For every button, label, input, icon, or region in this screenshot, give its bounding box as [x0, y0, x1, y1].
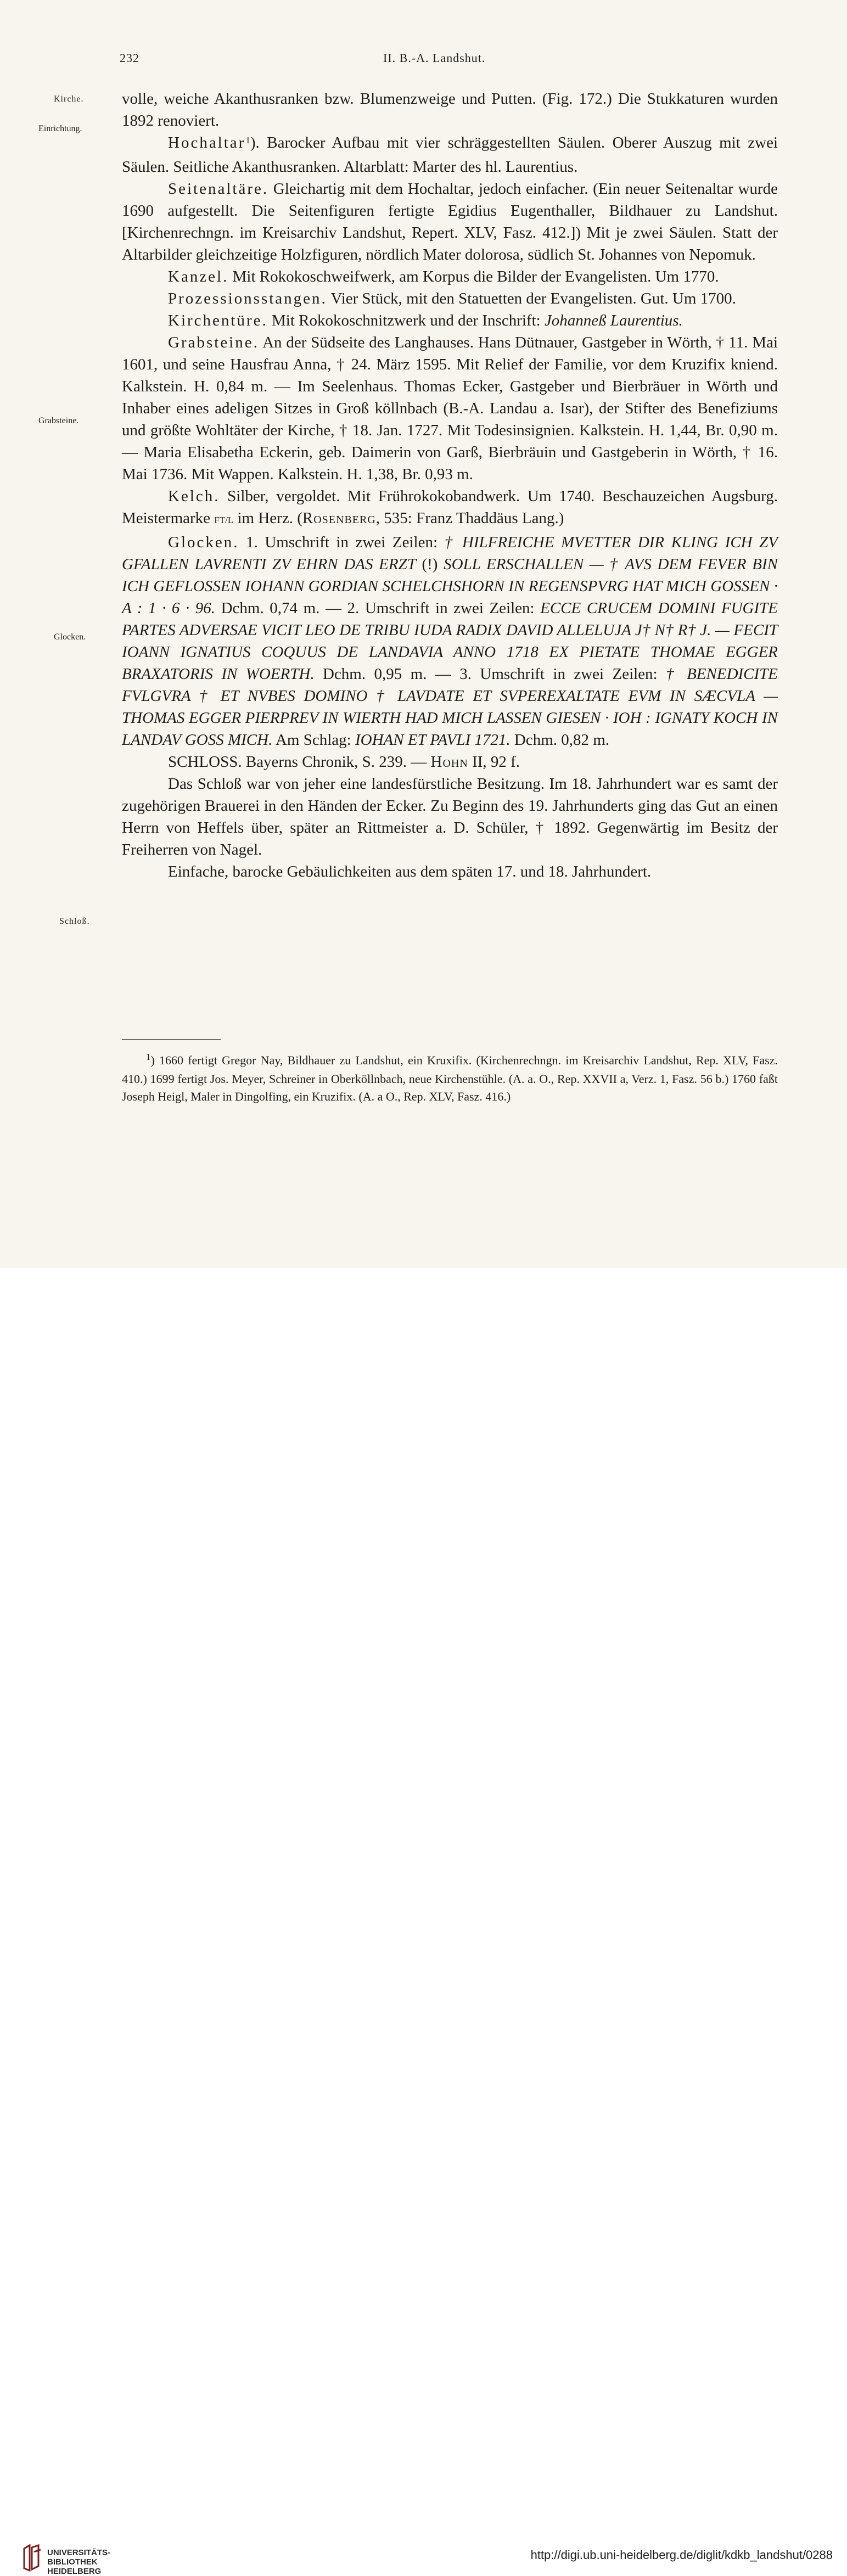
- paragraph-kelch: [122, 485, 778, 531]
- inscription-text: IOHAN ET PAVLI 1721.: [355, 731, 511, 749]
- paragraph-text: Bayerns Chronik, S. 239. —: [242, 753, 431, 771]
- paragraph-text: An der Südseite des Langhauses. Hans Dütnauer, Gastgeber in Wörth, † 11. Mai 1601, und seine Hausfrau Anna, † 24. März 1595. Mit Relief der Familie, vor dem Kruzifix kniend. Kalkstein. H. 0,84 m. — Im Seelenhaus. Thomas Ecker, Gastgeber und Bierbräuer in Wörth und Inhaber eines adeligen Sitzes in Groß köllnbach (B.-A. Landau a. Isar), der Stifter des Benefiziums und größte Wohltäter der Kirche, † 18. Jan. 1727. Mit Todesinsignien. Kalkstein. H. 1,44, Br. 0,90 m. — Maria Elisabetha Eckerin, geb. Daimerin von Garß, Bierbräuin und Gastgeberin in Wörth, † 16. Mai 1736. Mit Wappen. Kalkstein. H. 1,38, Br. 0,93 m.: [122, 334, 778, 483]
- paragraph-hochaltar: [122, 132, 778, 178]
- paragraph-text: Mit Rokokoschnitzwerk und der Inschrift:: [267, 312, 545, 329]
- paragraph-schloss: [122, 751, 778, 773]
- inscription-text: Johanneß Laurentius.: [544, 312, 683, 329]
- footnote-mark: 1: [146, 1052, 151, 1062]
- main-text: [122, 88, 778, 883]
- page-header: [0, 51, 847, 73]
- paragraph-text: volle, weiche Akanthusranken bzw. Blumenzweige und Putten. (Fig. 172.) Die Stukkaturen wurden 1892 renoviert.: [122, 90, 778, 130]
- running-head: II. B.-A. Landshut.: [383, 51, 486, 65]
- paragraph-kirchentuere: [122, 310, 778, 332]
- paragraph-text: (!): [416, 555, 444, 573]
- paragraph-text: , 535: Franz Thaddäus Lang.): [375, 509, 564, 527]
- paragraph-text: Dchm. 0,95 m. — 3. Umschrift in zwei Zeilen:: [314, 665, 666, 683]
- library-name[interactable]: [47, 2548, 110, 2576]
- paragraph-text: Einfache, barocke Gebäulichkeiten aus dem späten 17. und 18. Jahrhundert.: [168, 863, 652, 880]
- footnote-reference: 1: [245, 135, 250, 145]
- inscription-text: SOLL ERSCHALLEN — † AVS DEM FEVER BIN ICH GEFLOSSEN IOHANN GORDIAN SCHELCHSHORN IN REGENSPVRG HAT MICH GOSSEN · A : 1 · 6 · 96.: [122, 555, 778, 617]
- paragraph-text: Das Schloß war von jeher eine landesfürstliche Besitzung. Im 18. Jahrhundert war es samt der zugehörigen Brauerei in den Händen der Ecker. Zu Beginn des 19. Jahrhunderts ging das Gut an einen Herrn von Heffels über, später an Rittmeister a. D. Schüler, † 1892. Gegenwärtig im Besitz der Freiherren von Nagel.: [122, 775, 778, 858]
- inscription-text: ECCE CRUCEM DOMINI FUGITE PARTES ADVERSAE VICIT LEO DE TRIBU IUDA RADIX DAVID ALLELUJA J† N† R† J. — FECIT IOANN IGNATIUS COQUUS DE LANDAVIA ANNO 1718 EX PIETATE THOMAE EGGER BRAXATORIS IN WOERTH.: [122, 599, 778, 683]
- scanned-page: [0, 0, 847, 1268]
- library-name-line: UNIVERSITÄTS-: [47, 2548, 111, 2557]
- page-number: 232: [120, 51, 139, 65]
- footnote-text: ) 1660 fertigt Gregor Nay, Bildhauer zu Landshut, ein Kruxifix. (Kirchenrechngn. im Kreisarchiv Landshut, Rep. XLV, Fasz. 410.) 1699 fertigt Jos. Meyer, Schreiner in Oberköllnbach, neue Kirchenstühle. (A. a. O., Rep. XXVII a, Verz. 1, Fasz. 56 b.) 1760 faßt Joseph Heigl, Maler in Dingolfing, ein Kruzifix. (A. a O., Rep. XLV, Fasz. 416.): [122, 1053, 778, 1103]
- paragraph: [122, 861, 778, 883]
- heading-glocken: Glocken.: [168, 534, 239, 551]
- heading-kelch: Kelch.: [168, 487, 220, 505]
- footnote: [122, 1052, 778, 1105]
- reference-author: Rosenberg: [302, 509, 376, 527]
- margin-note-grabsteine: Grabsteine.: [38, 416, 79, 425]
- library-name-line: BIBLIOTHEK: [47, 2557, 98, 2567]
- margin-note-kirche: Kirche.: [54, 94, 84, 104]
- permalink-url[interactable]: http://digi.ub.uni-heidelberg.de/diglit/kdkb_landshut/0288: [530, 2548, 833, 2562]
- paragraph-prozessionsstangen: [122, 288, 778, 310]
- heading-seitenaltaere: Seitenaltäre.: [168, 180, 269, 198]
- library-name-line: HEIDELBERG: [47, 2567, 102, 2576]
- margin-note-einrichtung: Einrichtung.: [38, 124, 82, 133]
- paragraph-text: Dchm. 0,74 m. — 2. Umschrift in zwei Zeilen:: [215, 599, 541, 617]
- reference-author: Hohn: [430, 753, 468, 771]
- viewer-footer: [0, 1268, 847, 2576]
- heading-grabsteine: Grabsteine.: [168, 334, 259, 351]
- paragraph-kanzel: [122, 266, 778, 288]
- paragraph-text: Gleichartig mit dem Hochaltar, jedoch einfacher. (Ein neuer Seitenaltar wurde 1690 aufgestellt. Die Seitenfiguren fertigte Egidius Eugenthaller, Bildhauer zu Landshut. [Kirchenrechngn. im Kreisarchiv Landshut, Repert. XLV, Fasz. 412.]) Mit je zwei Säulen. Statt der Altarbilder gleichzeitige Holzfiguren, nördlich Mater dolorosa, südlich St. Johannes von Nepomuk.: [122, 180, 778, 263]
- paragraph: [122, 773, 778, 861]
- footnotes: [122, 1052, 778, 1105]
- paragraph-text: im Herz. (: [233, 509, 302, 527]
- margin-note-schloss: Schloß.: [59, 917, 90, 926]
- ub-heidelberg-logo-icon[interactable]: [21, 2544, 43, 2573]
- inscription-text: † HILFREICHE MVETTER DIR KLING ICH ZV GFALLEN LAVRENTI ZV EHRN DAS ERZT: [122, 534, 778, 573]
- paragraph-seitenaltaere: [122, 178, 778, 266]
- heading-schloss: SCHLOSS.: [168, 753, 242, 771]
- paragraph-text: Mit Rokokoschweifwerk, am Korpus die Bilder der Evangelisten. Um 1770.: [228, 268, 719, 285]
- paragraph-text: 1. Umschrift in zwei Zeilen:: [239, 534, 445, 551]
- heading-kanzel: Kanzel.: [168, 268, 229, 285]
- paragraph: [122, 88, 778, 132]
- paragraph-grabsteine: [122, 332, 778, 485]
- paragraph-text: Dchm. 0,82 m.: [510, 731, 610, 749]
- paragraph-text: Vier Stück, mit den Statuetten der Evangelisten. Gut. Um 1700.: [327, 290, 736, 307]
- master-mark: FT/L: [214, 515, 234, 525]
- paragraph-text: II, 92 f.: [468, 753, 520, 771]
- heading-hochaltar: Hochaltar: [168, 134, 246, 151]
- heading-prozessionsstangen: Prozessionsstangen.: [168, 290, 327, 307]
- paragraph-text: Am Schlag:: [272, 731, 355, 749]
- margin-note-glocken: Glocken.: [54, 632, 86, 642]
- inscription-text: † BENEDICITE FVLGVRA † ET NVBES DOMINO † LAVDATE ET SVPEREXALTATE EVM IN SÆCVLA — THOMAS EGGER PIERPREV IN WIERTH HAD MICH LASSEN GIESEN · IOH : IGNATY KOCH IN LANDAV GOSS MICH.: [122, 665, 778, 749]
- footnote-divider: [122, 1039, 221, 1040]
- paragraph-glocken: [122, 531, 778, 751]
- heading-kirchentuere: Kirchentüre.: [168, 312, 268, 329]
- paragraph-text: Silber, vergoldet. Mit Frührokokobandwerk. Um 1740. Beschauzeichen Augsburg. Meistermarke: [122, 487, 778, 527]
- paragraph-text: ). Barocker Aufbau mit vier schräggestellten Säulen. Oberer Auszug mit zwei Säulen. Seitliche Akanthusranken. Altarblatt: Marter des hl. Laurentius.: [122, 134, 778, 176]
